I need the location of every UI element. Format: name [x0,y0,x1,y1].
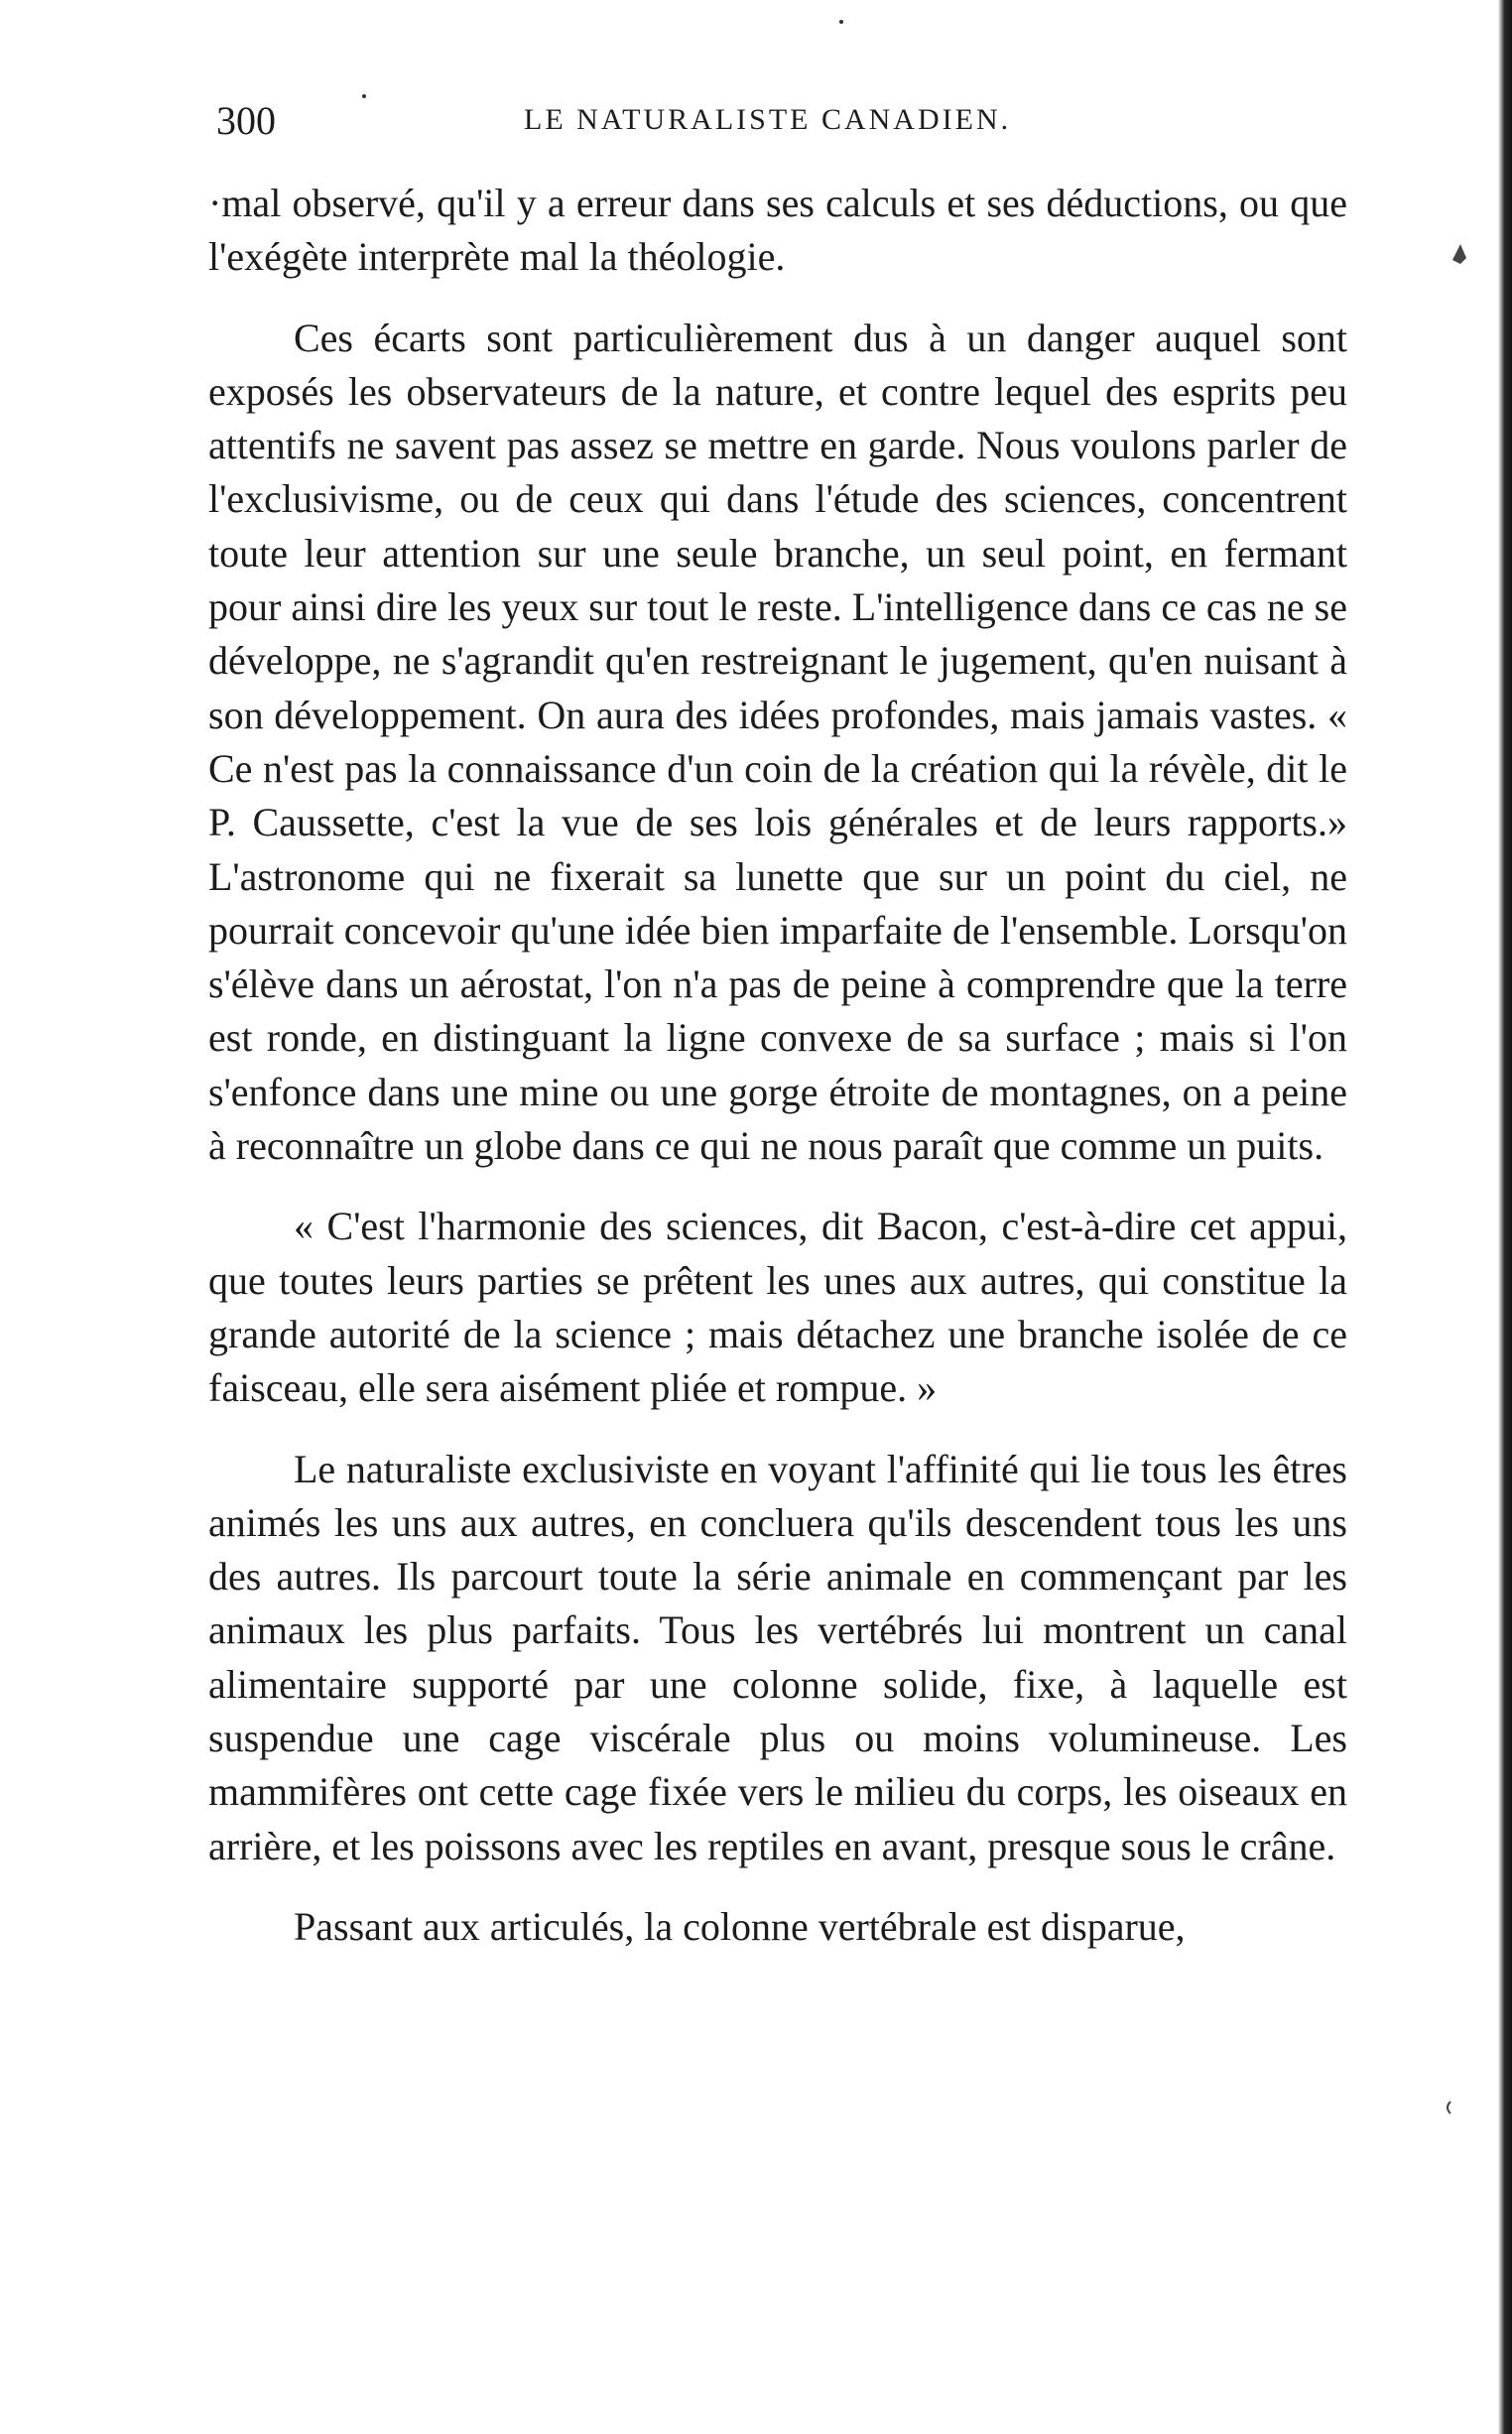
page-number: 300 [216,98,276,143]
paragraph-articulates: Passant aux articulés, la colonne vertébrale est disparue, [294,1903,1186,1949]
scan-mark [1452,244,1466,264]
scan-speck [839,20,843,24]
paragraph-exclusivism: Ces écarts sont particulièrement dus à un danger auquel sont exposés les observateurs de la nature, et contre lequel des esprits peu attentifs ne savent pas assez se mettre en garde. Nous voulons parler de l'exclusivisme, ou de ceux qui dans l'étude des sciences, concentrent toute leur attention sur une seule branche, un seul point, en fermant pour ainsi dire les yeux sur tout le reste. L'intelligence dans ce cas ne se développe, ne s'agrandit qu'en restreignant le jugement, qu'en nuisant à son développement. On aura des idées profondes, mais jamais vastes. « Ce n'est pas la connaissance d'un coin de la création qui la révèle, dit le P. Caussette, c'est la vue de ses lois générales et de leurs rapports.» L'astronome qui ne fixerait sa lunette que sur un point du ciel, ne pourrait concevoir qu'une idée bien imparfaite de l'ensemble. Lorsqu'on s'élève dans un aérostat, l'on n'a pas de peine à comprendre que la terre est ronde, en distinguant la ligne convexe de sa surface ; mais si l'on s'enfonce dans une mine ou une gorge étroite de montagnes, on a peine à reconnaître un globe dans ce qui ne nous paraît que comme un puits. [208,315,1347,1169]
binding-edge [1498,0,1512,2434]
journal-title: LE NATURALISTE CANADIEN. [524,103,1012,136]
paragraph-continued: ·mal observé, qu'il y a erreur dans ses calculs et ses déductions, ou que l'exégète interprète mal la théologie. [208,181,1347,280]
scan-speck [362,94,366,98]
paragraph-naturalist: Le naturaliste exclusiviste en voyant l'affinité qui lie tous les êtres animés les uns aux autres, en concluera qu'ils descendent tous les uns des autres. Ils parcourt toute la série animale en commençant par les animaux les plus parfaits. Tous les vertébrés lui montrent un canal alimentaire supporté par une colonne solide, fixe, à laquelle est suspendue une cage viscérale plus ou moins volumineuse. Les mammifères ont cette cage fixée vers le milieu du corps, les oiseaux en arrière, et les poissons avec les reptiles en avant, presque sous le crâne. [208,1446,1347,1868]
paragraph-bacon-quote: « C'est l'harmonie des sciences, dit Bacon, c'est-à-dire cet appui, que toutes leurs parties se prêtent les unes aux autres, qui constitue la grande autorité de la science ; mais détachez une branche isolée de ce faisceau, elle sera aisément pliée et rompue. » [208,1204,1347,1411]
scan-mark [1448,2102,1450,2114]
